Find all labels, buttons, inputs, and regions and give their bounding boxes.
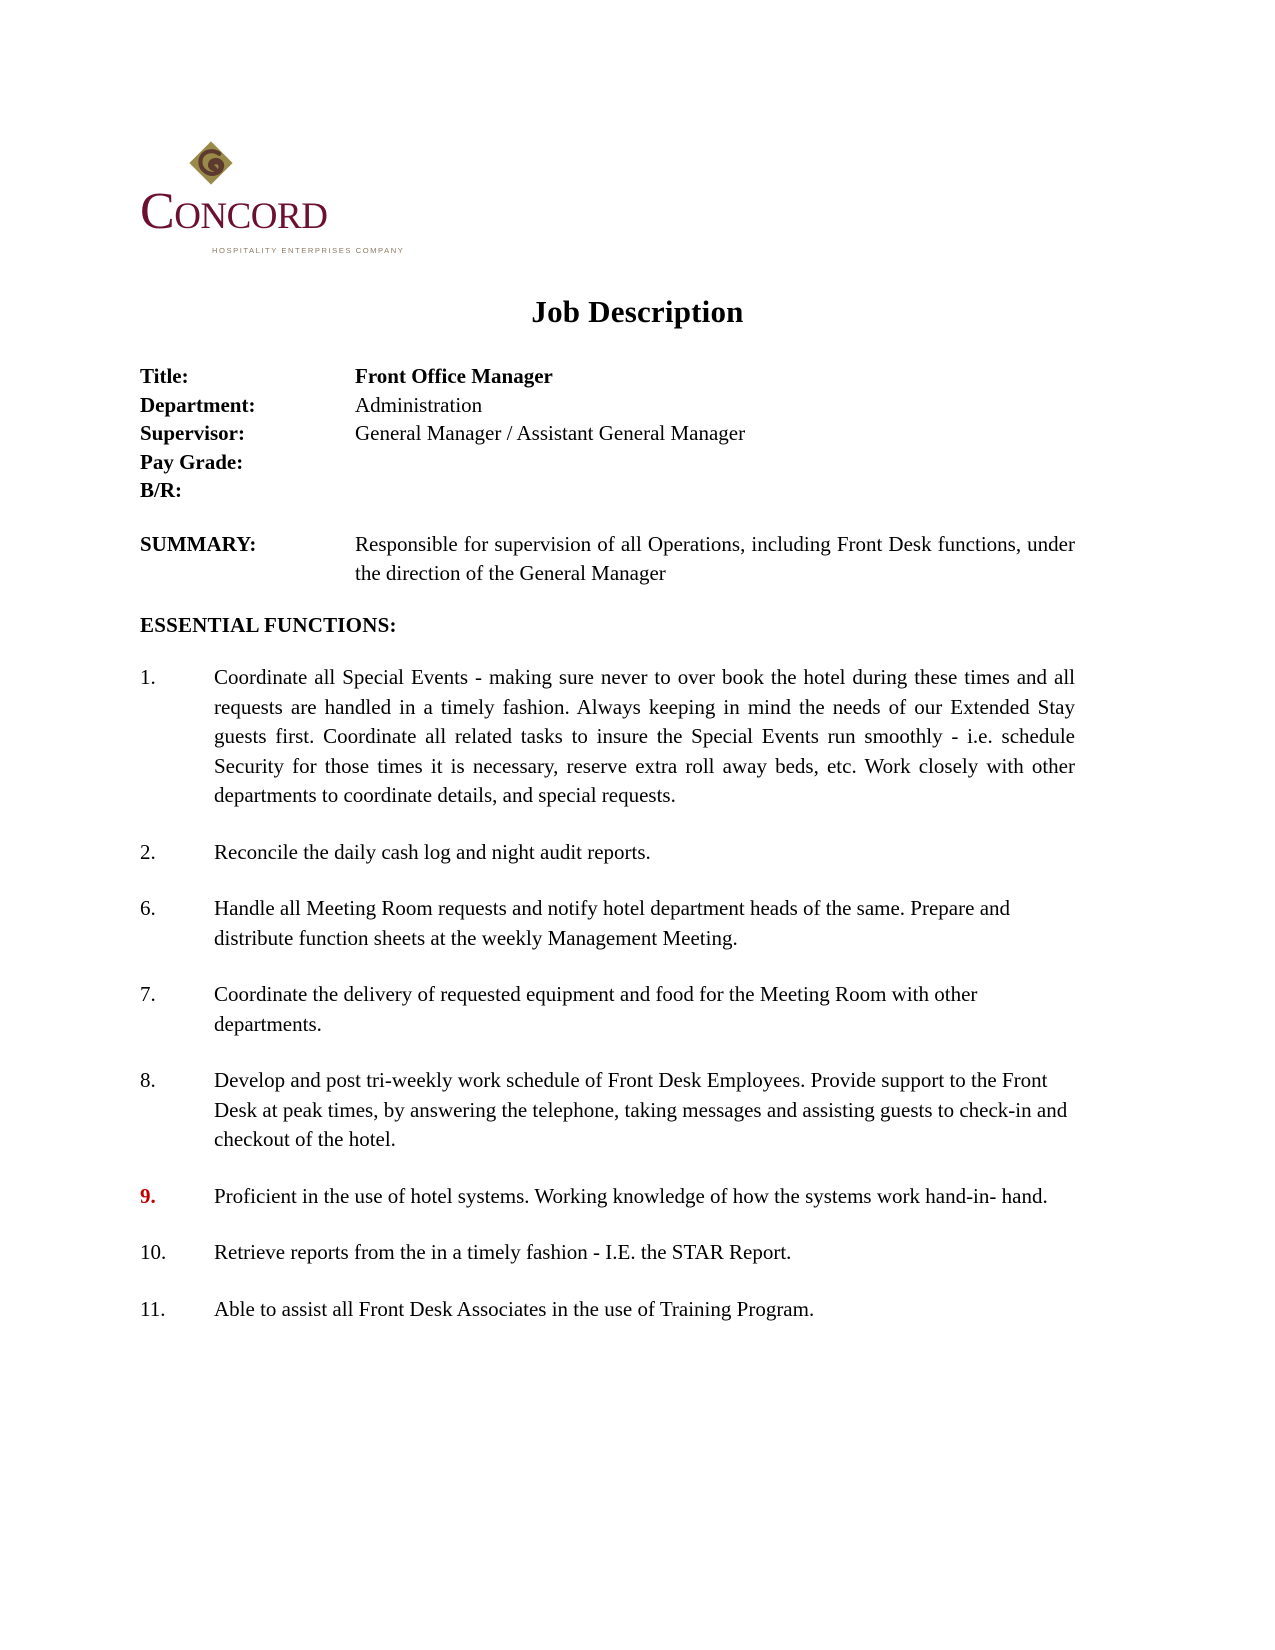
field-row-department — [140, 391, 1075, 420]
summary-section — [140, 530, 1075, 588]
page-title: Job Description — [531, 294, 744, 329]
list-item-text: Reconcile the daily cash log and night audit reports. — [214, 839, 651, 864]
essential-functions-list — [140, 663, 1075, 1351]
list-item-number: 8. — [140, 1068, 156, 1092]
concord-diamond-swirl-icon — [188, 140, 234, 186]
list-item — [140, 838, 1075, 868]
logo-tagline: HOSPITALITY ENTERPRISES COMPANY — [212, 246, 405, 255]
field-row-pay-grade — [140, 448, 1075, 477]
list-item-number: 9. — [140, 1183, 156, 1208]
logo-wordmark-rest: ONCORD — [174, 196, 328, 237]
logo-wordmark-initial: C — [140, 183, 175, 240]
list-item-number: 11. — [140, 1296, 166, 1321]
field-row-supervisor — [140, 419, 1075, 448]
summary-label: SUMMARY: — [140, 532, 257, 556]
list-item — [140, 1295, 1075, 1325]
field-label: Supervisor: — [140, 421, 245, 445]
list-item — [140, 1182, 1075, 1212]
field-value: Front Office Manager — [355, 364, 553, 388]
field-label: B/R: — [140, 478, 182, 502]
list-item-number: 7. — [140, 982, 156, 1006]
list-item-text: Able to assist all Front Desk Associates in the use of Training Program. — [214, 1296, 815, 1321]
list-item — [140, 894, 1075, 953]
logo-mark-wrapper — [188, 138, 380, 200]
list-item-text: Coordinate the delivery of requested equipment and food for the Meeting Room with other departments. — [214, 982, 978, 1036]
summary-text: Responsible for supervision of all Operations, including Front Desk functions, under the direction of the General Manager — [355, 532, 1075, 585]
field-label: Pay Grade: — [140, 449, 244, 474]
list-item-text: Develop and post tri-weekly work schedule of Front Desk Employees. Provide support to the Front Desk at peak times, by answering the telephone, taking messages and assisting guests to check-in and checkout of the hotel. — [214, 1068, 1068, 1151]
list-item-text: Retrieve reports from the in a timely fashion - I.E. the STAR Report. — [214, 1240, 792, 1264]
list-item-text: Coordinate all Special Events - making sure never to over book the hotel during these times and all requests are handled in a timely fashion. Always keeping in mind the needs of our Extended Stay guests first. Coordinate all related tasks to insure the Special Events run smoothly - i.e. schedule Security for those times it is necessary, reserve extra roll away beds, etc. Work closely with other departments to coordinate details, and special requests. — [214, 665, 1075, 807]
list-item-number: 6. — [140, 896, 156, 920]
list-item-number: 1. — [140, 665, 156, 689]
field-value: Administration — [355, 392, 483, 417]
field-row-title — [140, 362, 1075, 391]
essential-functions-heading: ESSENTIAL FUNCTIONS: — [140, 613, 397, 637]
list-item — [140, 980, 1075, 1039]
field-label: Department: — [140, 392, 256, 417]
field-list — [140, 362, 1075, 505]
list-item — [140, 1066, 1075, 1155]
list-item — [140, 1238, 1075, 1268]
field-value: General Manager / Assistant General Manager — [355, 421, 746, 445]
field-row-br — [140, 476, 1075, 505]
list-item-number: 10. — [140, 1240, 167, 1264]
list-item — [140, 663, 1075, 811]
field-label: Title: — [140, 364, 189, 388]
list-item-number: 2. — [140, 839, 156, 864]
list-item-text: Proficient in the use of hotel systems. Working knowledge of how the systems work hand-in- hand. — [214, 1183, 1048, 1208]
list-item-text: Handle all Meeting Room requests and notify hotel department heads of the same. Prepare and distribute function sheets at the weekly Management Meeting. — [214, 896, 1011, 950]
company-logo — [140, 138, 405, 255]
